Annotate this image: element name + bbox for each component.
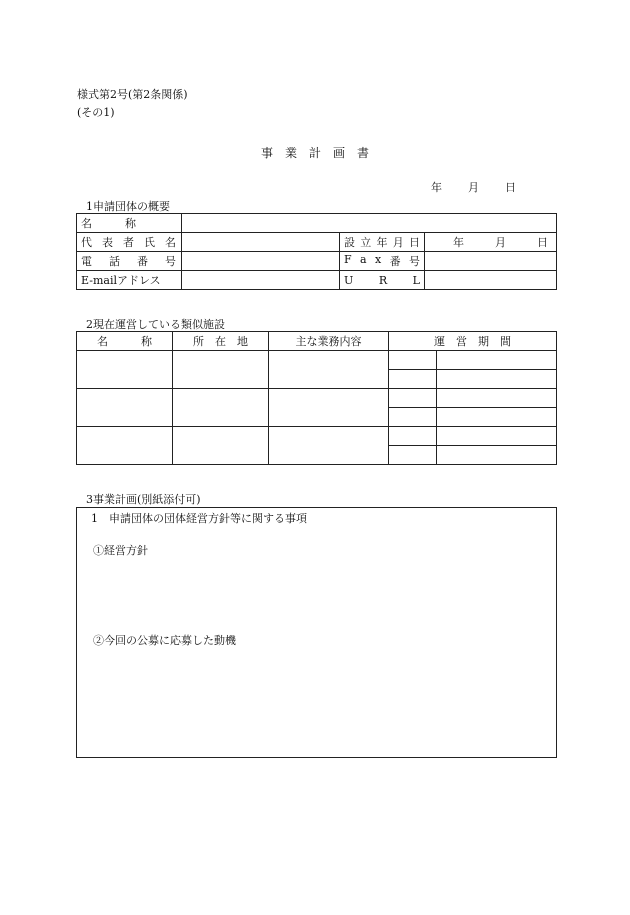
- email-label: E-mailアドレス: [77, 271, 182, 290]
- facility-location-cell[interactable]: [173, 351, 269, 389]
- period-value-cell[interactable]: [437, 427, 557, 446]
- table-row: [77, 389, 557, 408]
- founded-month-label: 月: [495, 236, 506, 249]
- col-header-period: 運 営 期 間: [389, 332, 557, 351]
- facility-name-cell[interactable]: [77, 427, 173, 465]
- period-label-cell[interactable]: [389, 351, 437, 370]
- period-label-cell[interactable]: [389, 408, 437, 427]
- period-value-cell[interactable]: [437, 446, 557, 465]
- facility-business-cell[interactable]: [269, 351, 389, 389]
- period-label-cell[interactable]: [389, 427, 437, 446]
- name-label: 名 称: [77, 214, 182, 233]
- plan-item-motive: ②今回の公募に応募した動機: [93, 634, 236, 647]
- representative-label: 代 表 者 氏 名: [77, 233, 182, 252]
- organization-overview-table: [76, 213, 557, 290]
- date-year-label: 年: [431, 181, 442, 194]
- date-day-label: 日: [505, 181, 516, 194]
- section2-heading: 2現在運営している類似施設: [86, 318, 225, 331]
- table-row: [77, 351, 557, 370]
- plan-item-title: 1 申請団体の団体経営方針等に関する事項: [91, 512, 307, 525]
- period-label-cell[interactable]: [389, 389, 437, 408]
- period-value-cell[interactable]: [437, 408, 557, 427]
- page-title: 事業計画書: [260, 146, 381, 160]
- founded-label: 設 立 年 月 日: [340, 233, 425, 252]
- url-label: U R L: [340, 271, 425, 290]
- period-value-cell[interactable]: [437, 351, 557, 370]
- section3-heading: 3事業計画(別紙添付可): [86, 493, 201, 506]
- founded-date-field[interactable]: [425, 233, 557, 252]
- document-date: [431, 179, 516, 195]
- fax-label: F a x 番 号: [340, 252, 425, 271]
- table-row: [77, 427, 557, 446]
- fax-field[interactable]: [425, 252, 557, 271]
- date-month-label: 月: [468, 181, 479, 194]
- period-value-cell[interactable]: [437, 370, 557, 389]
- founded-year-label: 年: [453, 236, 464, 249]
- facility-location-cell[interactable]: [173, 389, 269, 427]
- form-sub-number: (その1): [77, 106, 115, 119]
- period-value-cell[interactable]: [437, 389, 557, 408]
- period-label-cell[interactable]: [389, 370, 437, 389]
- similar-facilities-table: [76, 331, 557, 465]
- section1-heading: 1申請団体の概要: [86, 200, 170, 213]
- facility-location-cell[interactable]: [173, 427, 269, 465]
- email-field[interactable]: [182, 271, 340, 290]
- facility-name-cell[interactable]: [77, 389, 173, 427]
- name-field[interactable]: [182, 214, 557, 233]
- facility-business-cell[interactable]: [269, 389, 389, 427]
- phone-field[interactable]: [182, 252, 340, 271]
- founded-day-label: 日: [537, 236, 548, 249]
- phone-label: 電 話 番 号: [77, 252, 182, 271]
- col-header-business: 主な業務内容: [269, 332, 389, 351]
- business-plan-box[interactable]: [76, 507, 557, 758]
- facility-name-cell[interactable]: [77, 351, 173, 389]
- facility-business-cell[interactable]: [269, 427, 389, 465]
- representative-field[interactable]: [182, 233, 340, 252]
- form-number: 様式第2号(第2条関係): [77, 88, 188, 101]
- url-field[interactable]: [425, 271, 557, 290]
- col-header-location: 所 在 地: [173, 332, 269, 351]
- col-header-name: 名 称: [77, 332, 173, 351]
- plan-item-policy: ①経営方針: [93, 544, 148, 557]
- period-label-cell[interactable]: [389, 446, 437, 465]
